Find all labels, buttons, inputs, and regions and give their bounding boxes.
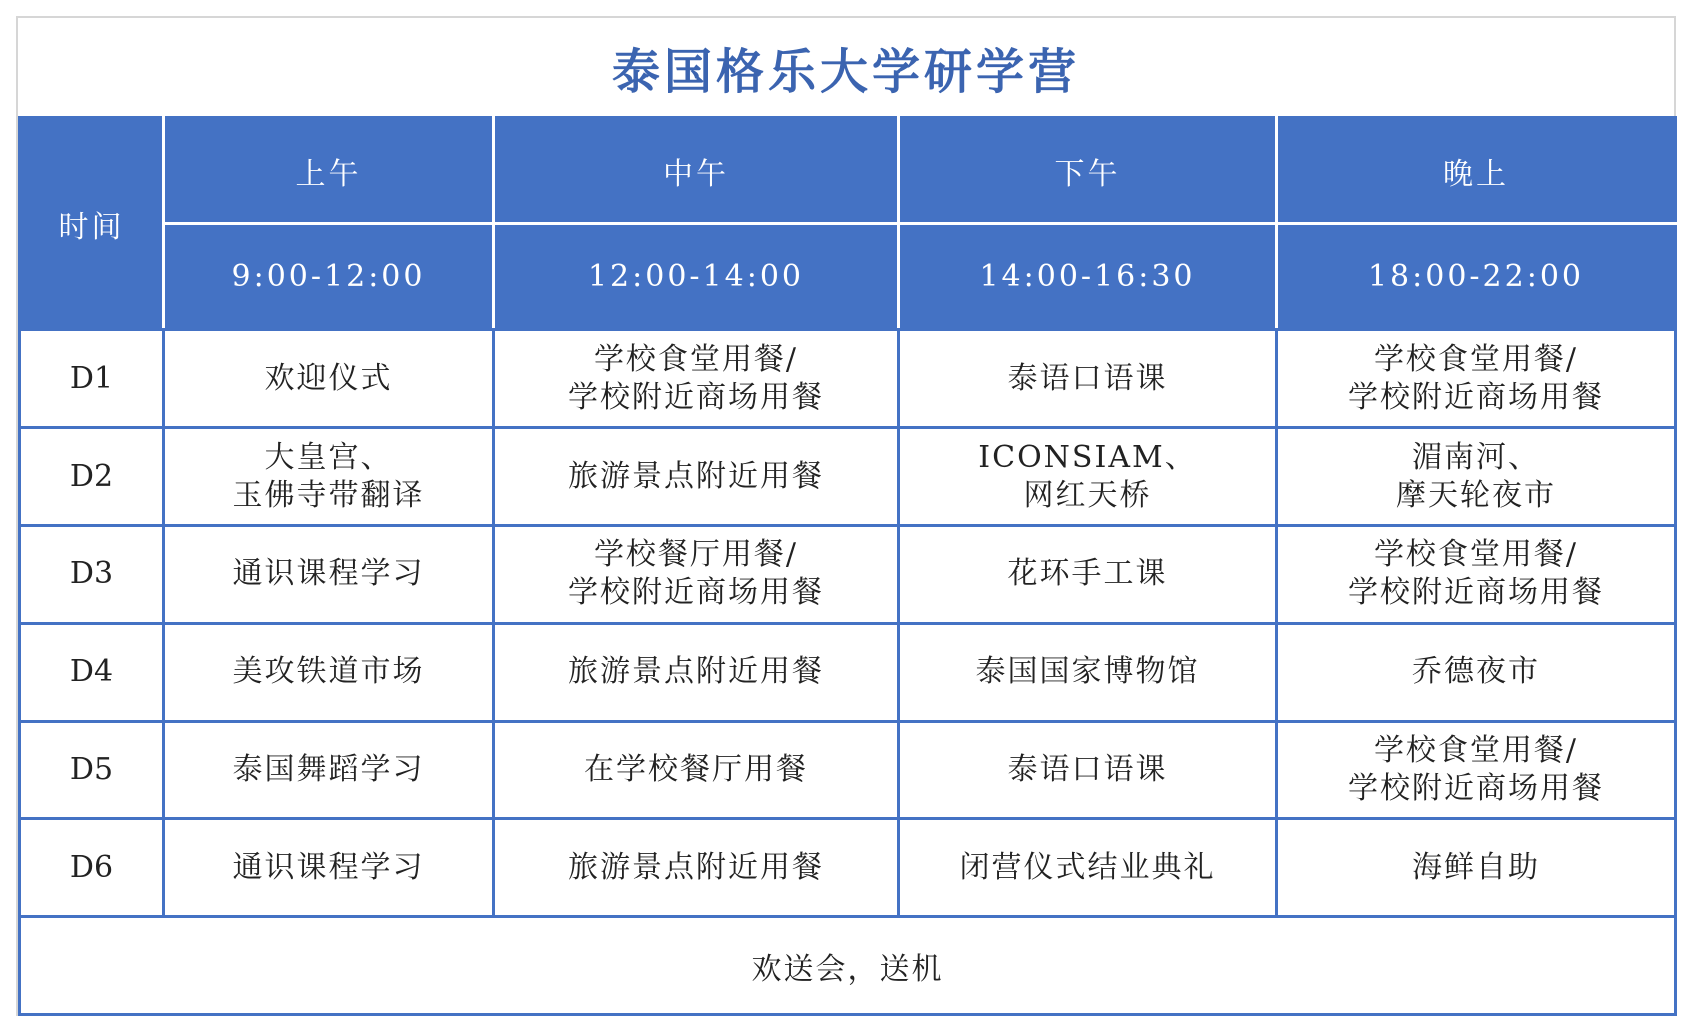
time-header: 时间	[20, 118, 164, 330]
activity-text: 海鲜自助	[1412, 849, 1540, 885]
activity-text: 学校食堂用餐/	[1373, 341, 1579, 377]
activity-cell-morning	[164, 721, 494, 819]
table-row	[20, 819, 1676, 917]
activity-cell-evening	[1277, 526, 1676, 624]
day-label: D3	[20, 526, 164, 624]
activity-text: 网红天桥	[1023, 477, 1152, 513]
activity-cell-evening	[1277, 721, 1676, 819]
activity-cell-afternoon	[899, 819, 1277, 917]
schedule-sheet	[16, 16, 1676, 1016]
time-range-noon: 12:00-14:00	[494, 224, 899, 330]
activity-text: 湄南河、	[1412, 439, 1540, 475]
period-header-noon: 中午	[494, 118, 899, 224]
activity-cell-afternoon	[899, 526, 1277, 624]
activity-text: 欢迎仪式	[264, 360, 393, 396]
period-header-afternoon: 下午	[899, 118, 1277, 224]
activity-text: 花环手工课	[1007, 556, 1168, 592]
table-row	[20, 428, 1676, 526]
time-range-afternoon: 14:00-16:30	[899, 224, 1277, 330]
activity-text: 学校附近商场用餐	[568, 379, 824, 415]
header-row-periods	[20, 118, 1676, 224]
activity-cell-morning	[164, 526, 494, 624]
activity-text: 闭营仪式结业典礼	[959, 849, 1216, 885]
header-row-times	[20, 224, 1676, 330]
farewell-note: 欢送会，送机	[20, 917, 1676, 1015]
activity-cell-evening	[1277, 428, 1676, 526]
activity-cell-evening	[1277, 623, 1676, 721]
day-label: D6	[20, 819, 164, 917]
activity-text: 通识课程学习	[232, 556, 425, 592]
period-header-morning: 上午	[164, 118, 494, 224]
activity-cell-morning	[164, 428, 494, 526]
time-range-morning: 9:00-12:00	[164, 224, 494, 330]
footer-row	[20, 917, 1676, 1015]
activity-text: 在学校餐厅用餐	[584, 751, 808, 787]
activity-cell-evening	[1277, 330, 1676, 428]
table-row	[20, 623, 1676, 721]
activity-cell-afternoon	[899, 330, 1277, 428]
activity-text: 美攻铁道市场	[232, 654, 425, 690]
activity-text: 旅游景点附近用餐	[568, 458, 824, 494]
activity-cell-noon	[494, 330, 899, 428]
table-row	[20, 721, 1676, 819]
activity-cell-morning	[164, 330, 494, 428]
day-label: D2	[20, 428, 164, 526]
activity-text: 学校餐厅用餐/	[593, 537, 799, 573]
activity-text: 学校附近商场用餐	[568, 575, 824, 611]
activity-text: 学校食堂用餐/	[1373, 732, 1579, 768]
day-label: D1	[20, 330, 164, 428]
time-range-evening: 18:00-22:00	[1277, 224, 1676, 330]
activity-text: 泰语口语课	[1007, 751, 1168, 787]
activity-text: 学校附近商场用餐	[1348, 575, 1604, 611]
activity-text: 旅游景点附近用餐	[568, 849, 824, 885]
period-header-evening: 晚上	[1277, 118, 1676, 224]
activity-text: 大皇宫、	[264, 439, 393, 475]
activity-text: 旅游景点附近用餐	[568, 654, 824, 690]
activity-cell-afternoon	[899, 428, 1277, 526]
activity-text: 学校附近商场用餐	[1348, 770, 1604, 806]
activity-text: 泰国舞蹈学习	[232, 751, 425, 787]
day-label: D4	[20, 623, 164, 721]
activity-cell-afternoon	[899, 623, 1277, 721]
activity-text: 泰语口语课	[1007, 360, 1168, 396]
activity-text: 学校附近商场用餐	[1348, 379, 1604, 415]
activity-text: ICONSIAM、	[978, 439, 1197, 475]
activity-cell-noon	[494, 526, 899, 624]
activity-cell-morning	[164, 623, 494, 721]
activity-cell-evening	[1277, 819, 1676, 917]
activity-cell-morning	[164, 819, 494, 917]
activity-text: 玉佛寺带翻译	[232, 477, 425, 513]
activity-text: 学校食堂用餐/	[593, 341, 799, 377]
activity-cell-noon	[494, 428, 899, 526]
activity-text: 摩天轮夜市	[1396, 477, 1556, 513]
day-label: D5	[20, 721, 164, 819]
activity-cell-afternoon	[899, 721, 1277, 819]
table-row	[20, 526, 1676, 624]
activity-cell-noon	[494, 623, 899, 721]
activity-text: 学校食堂用餐/	[1373, 537, 1579, 573]
activity-cell-noon	[494, 721, 899, 819]
activity-text: 乔德夜市	[1412, 654, 1540, 690]
activity-text: 通识课程学习	[232, 849, 425, 885]
table-row	[20, 330, 1676, 428]
schedule-table	[18, 116, 1677, 1016]
activity-text: 泰国国家博物馆	[975, 654, 1200, 690]
page-title: 泰国格乐大学研学营	[611, 43, 1080, 100]
activity-cell-noon	[494, 819, 899, 917]
